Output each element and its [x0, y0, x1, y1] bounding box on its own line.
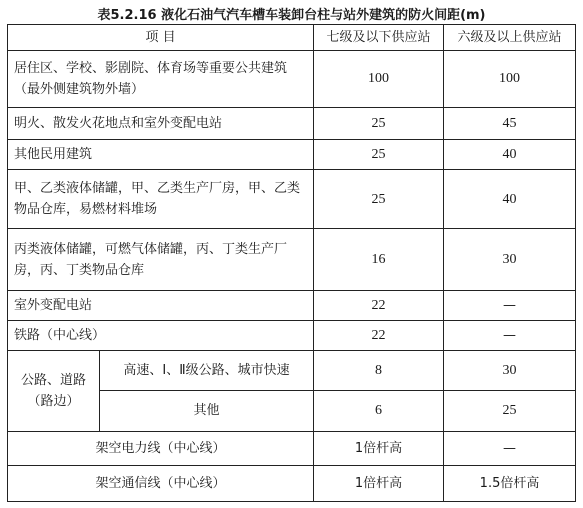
table-row: [8, 229, 576, 291]
row-item: 甲、乙类液体储罐，甲、乙类生产厂房，甲、乙类物品仓库，易燃材料堆场: [8, 169, 314, 229]
row-item: 架空电力线（中心线）: [8, 431, 314, 465]
table-row: [8, 431, 576, 465]
row-six-above-value: —: [444, 291, 576, 321]
row-six-above-value: 40: [444, 139, 576, 169]
table-row: [8, 139, 576, 169]
table-row: [8, 169, 576, 229]
table-title: 表5.2.16 液化石油气汽车槽车装卸台柱与站外建筑的防火间距(m): [97, 8, 486, 23]
table-row: [8, 465, 576, 501]
row-six-above-value: —: [444, 431, 576, 465]
header-item: 项 目: [8, 25, 314, 51]
row-seven-below-value: 1倍杆高: [314, 465, 444, 501]
header-row: [8, 25, 576, 51]
row-item: 室外变配电站: [8, 291, 314, 321]
header-six-above: 六级及以上供应站: [444, 25, 576, 51]
row-seven-below-value: 25: [314, 108, 444, 140]
row-seven-below-value: 1倍杆高: [314, 431, 444, 465]
row-seven-below-value: 6: [314, 391, 444, 431]
row-item: 架空通信线（中心线）: [8, 465, 314, 501]
table-row: [8, 50, 576, 107]
road-group-label: 公路、道路（路边）: [8, 350, 100, 431]
table-row: [8, 291, 576, 321]
row-seven-below-value: 100: [314, 50, 444, 107]
row-six-above-value: 100: [444, 50, 576, 107]
row-six-above-value: 45: [444, 108, 576, 140]
row-item: 居住区、学校、影剧院、体育场等重要公共建筑（最外侧建筑物外墙）: [8, 50, 314, 107]
row-six-above-value: 40: [444, 169, 576, 229]
row-item: 其他: [100, 391, 314, 431]
row-seven-below-value: 22: [314, 320, 444, 350]
row-item: 高速、Ⅰ、Ⅱ级公路、城市快速: [100, 350, 314, 390]
table-row: [8, 108, 576, 140]
row-item: 其他民用建筑: [8, 139, 314, 169]
row-six-above-value: 30: [444, 229, 576, 291]
row-six-above-value: 25: [444, 391, 576, 431]
row-six-above-value: —: [444, 320, 576, 350]
table-row: [8, 350, 576, 390]
row-item: 明火、散发火花地点和室外变配电站: [8, 108, 314, 140]
row-seven-below-value: 22: [314, 291, 444, 321]
row-seven-below-value: 8: [314, 350, 444, 390]
row-six-above-value: 30: [444, 350, 576, 390]
row-item: 丙类液体储罐，可燃气体储罐，丙、丁类生产厂房，丙、丁类物品仓库: [8, 229, 314, 291]
header-seven-below: 七级及以下供应站: [314, 25, 444, 51]
row-item: 铁路（中心线）: [8, 320, 314, 350]
fire-distance-table: [7, 24, 576, 502]
row-seven-below-value: 25: [314, 169, 444, 229]
row-seven-below-value: 25: [314, 139, 444, 169]
row-seven-below-value: 16: [314, 229, 444, 291]
table-row: [8, 320, 576, 350]
row-six-above-value: 1.5倍杆高: [444, 465, 576, 501]
